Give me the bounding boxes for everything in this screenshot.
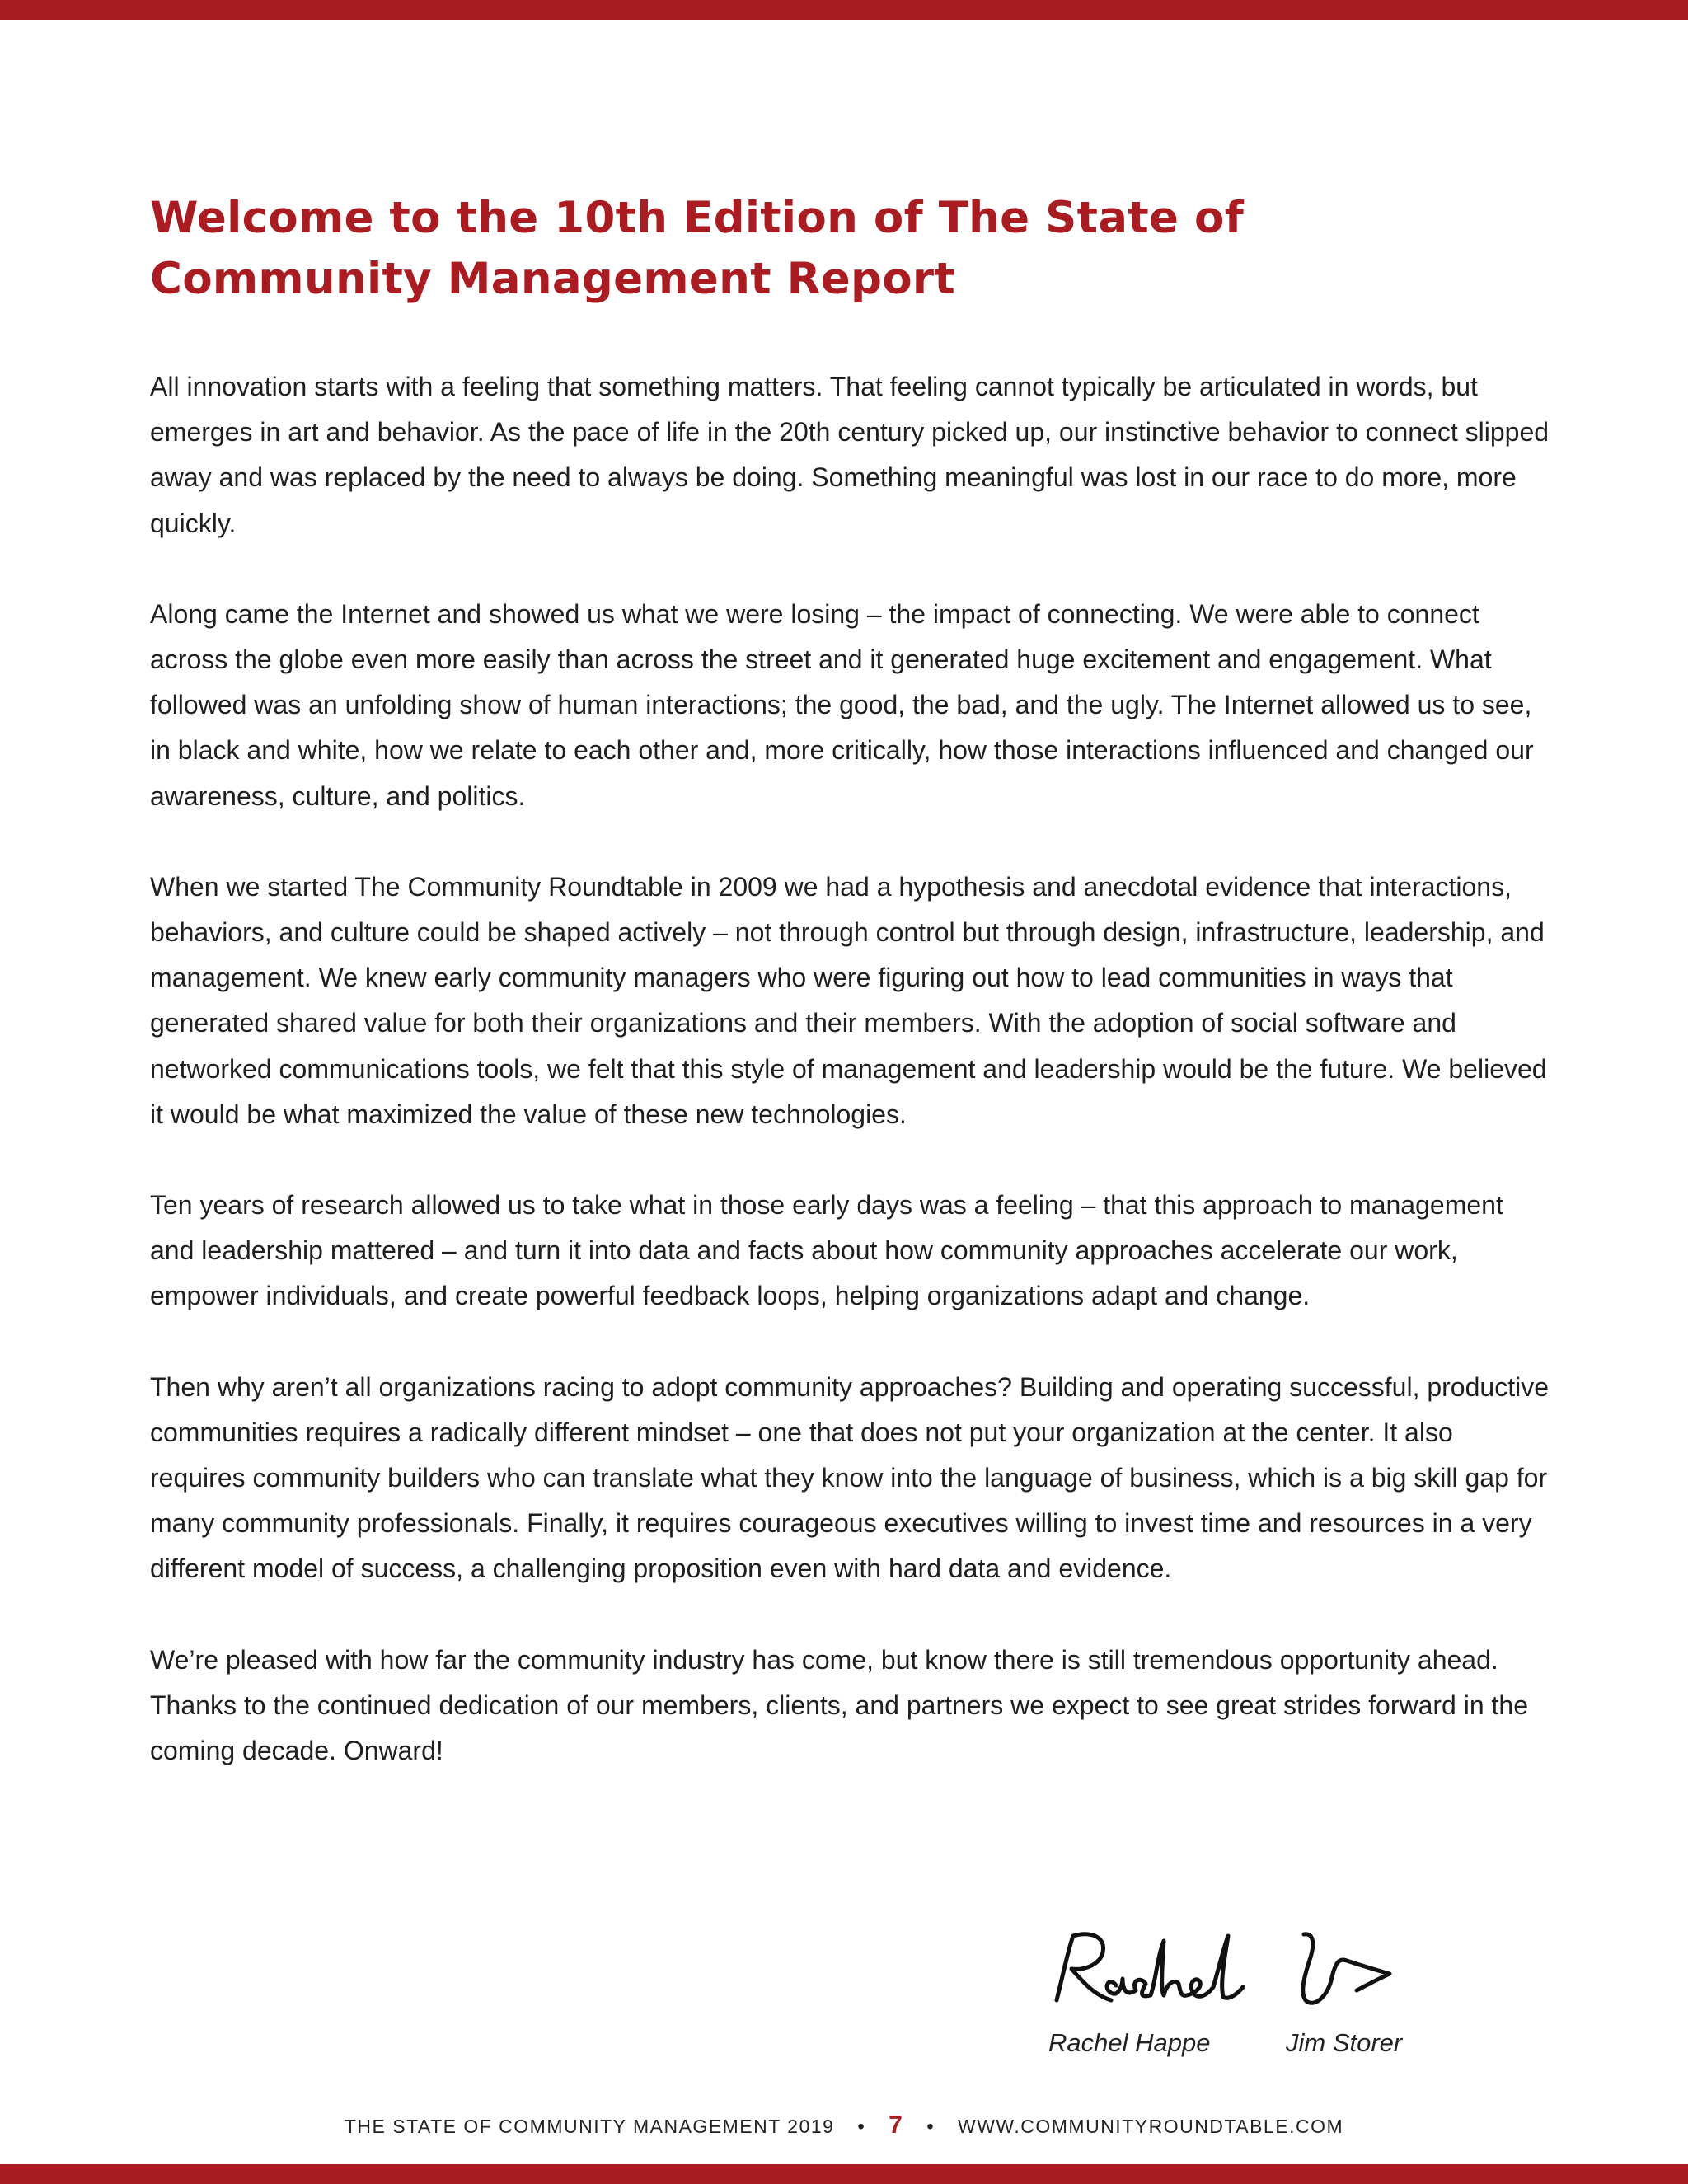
page-title [150,188,1551,310]
paragraph: Ten years of research allowed us to take what in those early days was a feeling – that this approach to management and leadership mattered – and turn it into data and facts about how community approaches accelerate our work, empower individuals, and create powerful feedback loops, helping organizations adapt and change. [150,1190,1503,1311]
paragraph: Then why aren’t all organizations racing to adopt community approaches? Building and operating successful, productive communities requires a radically different mindset – one that does not put your organization at the center. It also requires community builders who can translate what they know into the language of business, which is a big skill gap for many community professionals. Finally, it requires courageous executives willing to invest time and resources in a very different model of success, a challenging proposition even with hard data and evidence. [150,1371,1549,1584]
page-footer [0,2111,1688,2139]
paragraph: We’re pleased with how far the community industry has come, but know there is still tremendous opportunity ahead. Thanks to the continued dedication of our members, clients, and partners we expect to see great strides forward in the coming decade. Onward! [150,1644,1529,1766]
footer-separator: • [857,2116,866,2138]
footer-separator: • [926,2116,935,2138]
signature-jim [1287,1924,1411,2015]
paragraph: When we started The Community Roundtable in 2009 we had a hypothesis and anecdotal evidence that interactions, behaviors, and culture could be shaped actively – not through control but through design, infrastructure, leadership, and management. We knew early community managers who were figuring out how to lead communities in ways that generated shared value for both their organizations and their members. With the adoption of social software and networked communications tools, we felt that this style of management and leadership would be the future. We believed it would be what maximized the value of these new technologies. [150,871,1547,1129]
paragraph: Along came the Internet and showed us what we were losing – the impact of connecting. We were able to connect across the globe even more easily than across the street and it generated huge excitement and engagement. What followed was an unfolding show of human interactions; the good, the bad, and the ugly. The Internet allowed us to see, in black and white, how we relate to each other and, more critically, how those interactions influenced and changed our awareness, culture, and politics. [150,598,1534,811]
title-line-2: Community Management Report [150,254,955,304]
page-content [150,188,1551,1819]
top-accent-bar [0,0,1688,20]
page-number: 7 [889,2111,904,2139]
footer-website-link[interactable]: WWW.COMMUNITYROUNDTABLE.COM [958,2116,1344,2137]
signature-block [1040,1924,1436,2073]
bottom-accent-bar [0,2164,1688,2184]
signer-name-jim: Jim Storer [1286,2028,1403,2057]
paragraph: All innovation starts with a feeling that something matters. That feeling cannot typically be articulated in words, but emerges in art and behavior. As the pace of life in the 20th century picked up, our instinctive behavior to connect slipped away and was replaced by the need to always be doing. Something meaningful was lost in our race to do more, more quickly. [150,372,1550,538]
footer-publication: THE STATE OF COMMUNITY MANAGEMENT 2019 [344,2116,835,2137]
title-line-1: Welcome to the 10th Edition of The State of [150,193,1245,243]
body-text [150,364,1551,1774]
signer-name-rachel: Rachel Happe [1048,2028,1211,2057]
signature-rachel [1040,1924,1254,2015]
